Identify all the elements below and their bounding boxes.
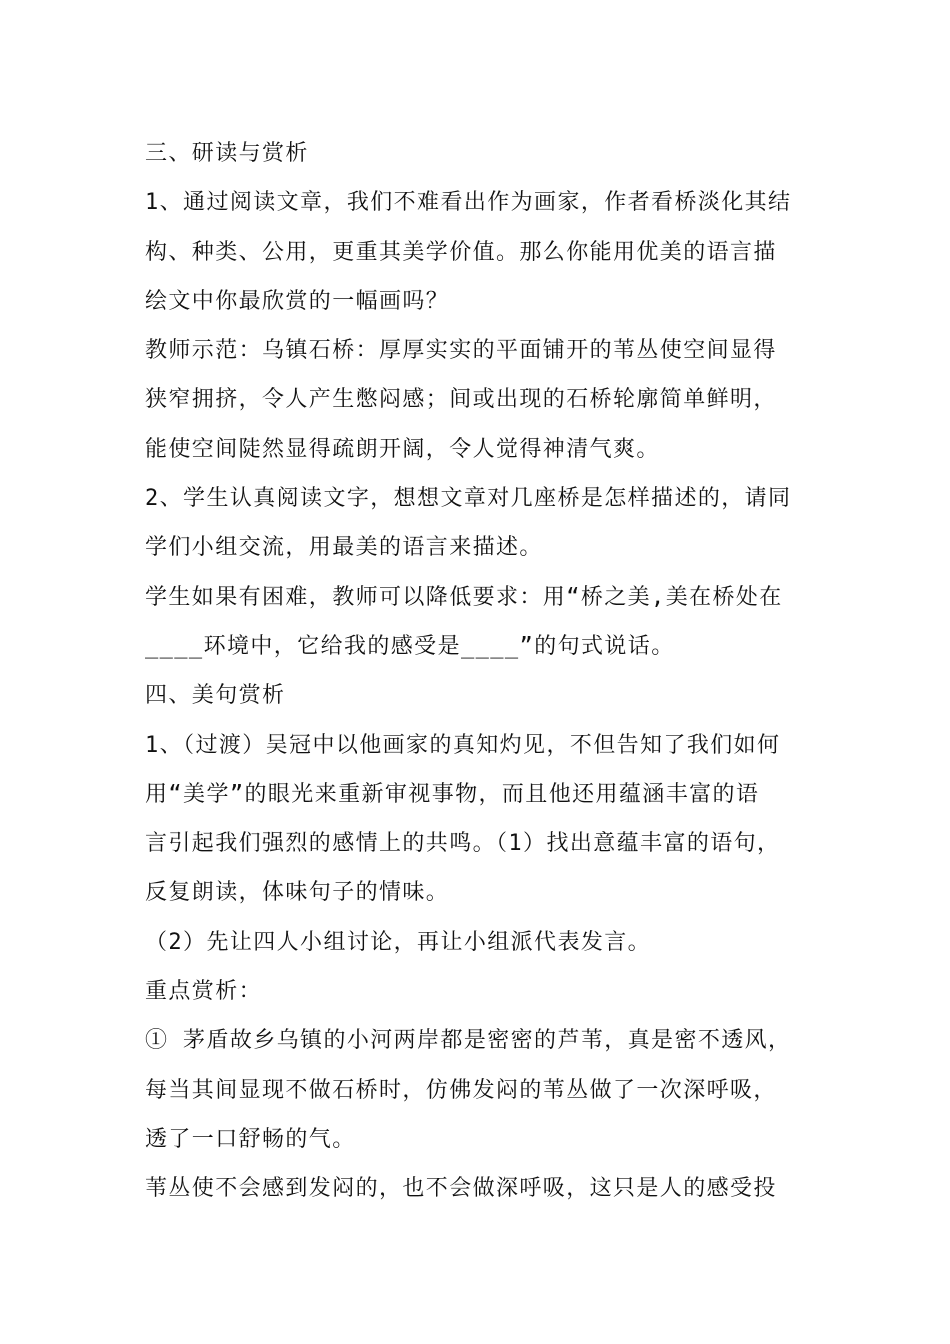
paragraph-line: 反复朗读，体味句子的情味。: [145, 880, 450, 906]
paragraph-line: 用“美学”的眼光来重新审视事物，而且他还用蕴涵丰富的语: [145, 781, 760, 807]
paragraph-line: 构、种类、公用，更重其美学价值。那么你能用优美的语言描: [145, 239, 777, 265]
paragraph-line: 学们小组交流，用最美的语言来描述。: [145, 535, 543, 561]
paragraph-line: 言引起我们强烈的感情上的共鸣。（1）找出意蕴丰富的语句，: [145, 831, 781, 857]
paragraph-line: ____环境中，它给我的感受是____”的句式说话。: [145, 633, 675, 659]
paragraph-line: 狭窄拥挤，令人产生憋闷感；间或出现的石桥轮廓简单鲜明，: [145, 387, 777, 413]
document-body: [145, 129, 810, 1214]
paragraph-line: 1、（过渡）吴冠中以他画家的真知灼见，不但告知了我们如何: [145, 732, 781, 758]
paragraph-line: （2）先让四人小组讨论，再让小组派代表发言。: [145, 929, 652, 955]
paragraph-line: 2、学生认真阅读文字，想想文章对几座桥是怎样描述的，请同: [145, 486, 792, 512]
paragraph-line: ① 茅盾故乡乌镇的小河两岸都是密密的芦苇，真是密不透风，: [145, 1028, 792, 1054]
paragraph-line: 苇丛使不会感到发闷的，也不会做深呼吸，这只是人的感受投: [145, 1176, 777, 1202]
section-heading-study: 三、研读与赏析: [145, 141, 309, 166]
paragraph-line: 每当其间显现不做石桥时，仿佛发闷的苇丛做了一次深呼吸，: [145, 1077, 777, 1103]
paragraph-line: 学生如果有困难，教师可以降低要求：用“桥之美,美在桥处在: [145, 584, 783, 610]
paragraph-line: 绘文中你最欣赏的一幅画吗？: [145, 288, 450, 314]
paragraph-line: 透了一口舒畅的气。: [145, 1126, 356, 1152]
paragraph-line: 教师示范：乌镇石桥：厚厚实实的平面铺开的苇丛使空间显得: [145, 338, 777, 364]
subheading-key-analysis: 重点赏析：: [145, 979, 263, 1005]
paragraph-line: 能使空间陡然显得疏朗开阔，令人觉得神清气爽。: [145, 436, 660, 462]
paragraph-line: 1、通过阅读文章，我们不难看出作为画家，作者看桥淡化其结: [145, 190, 792, 216]
section-heading-sentences: 四、美句赏析: [145, 683, 286, 709]
